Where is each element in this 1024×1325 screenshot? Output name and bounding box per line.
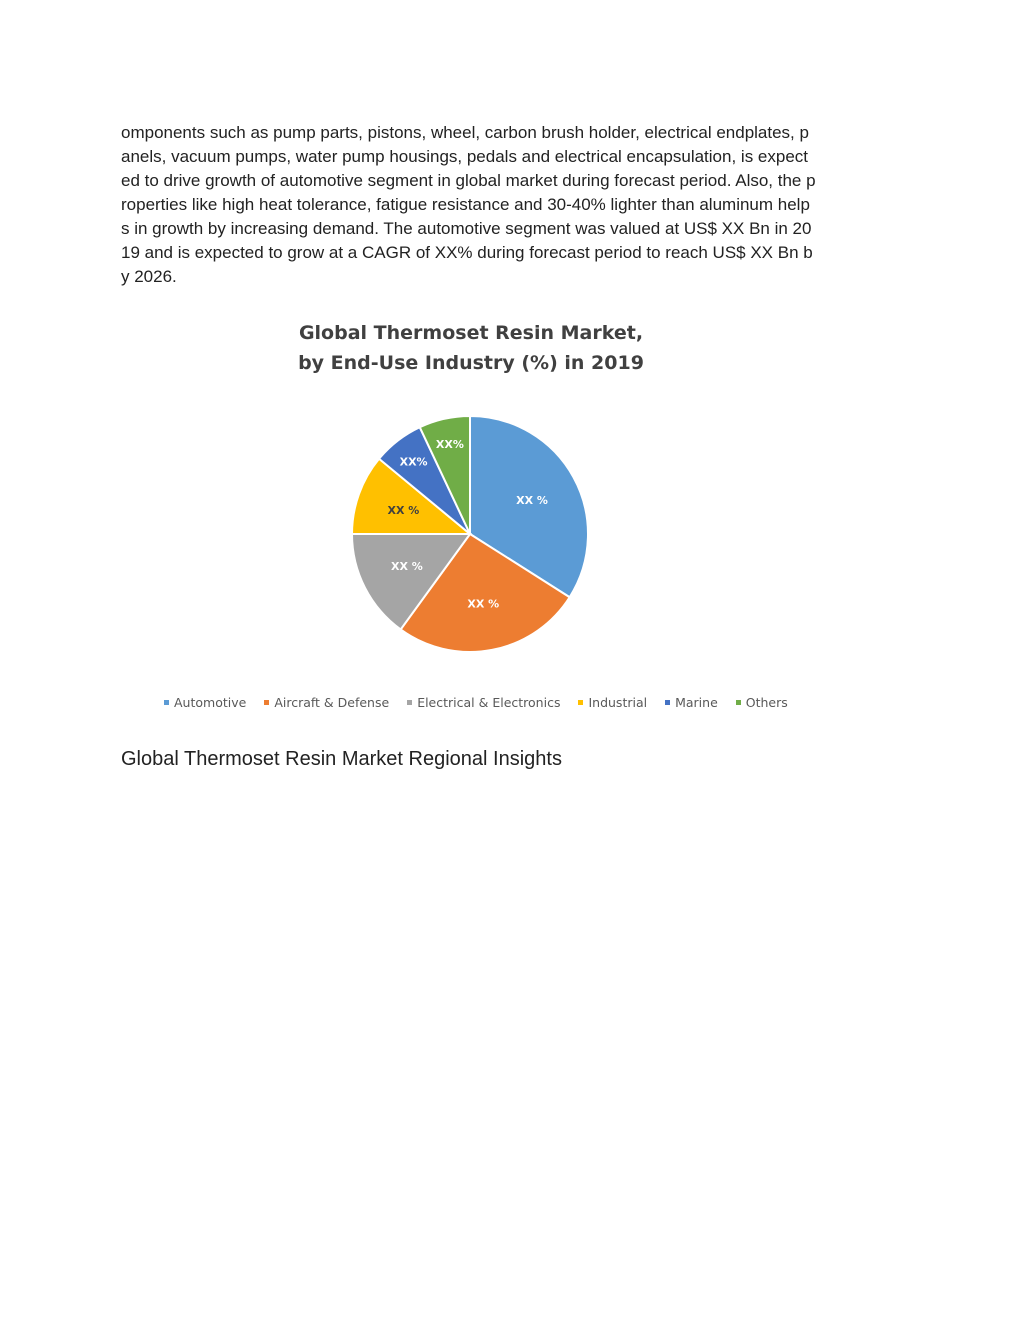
body-paragraph [121,121,911,289]
pie-slice-label: XX % [391,560,423,574]
legend-item [578,695,647,710]
pie-chart [150,310,800,690]
legend-item [264,695,389,710]
paragraph-line: anels, vacuum pumps, water pump housings, pedals and electrical encapsulation, is expect [121,147,808,166]
legend-item [164,695,246,710]
legend-item [736,695,788,710]
paragraph-line: omponents such as pump parts, pistons, wheel, carbon brush holder, electrical endplates, p [121,123,809,142]
paragraph-line: roperties like high heat tolerance, fatigue resistance and 30-40% lighter than aluminum help [121,195,810,214]
legend-swatch [736,700,741,705]
paragraph-line: 19 and is expected to grow at a CAGR of XX% during forecast period to reach US$ XX Bn b [121,243,813,262]
section-heading: Global Thermoset Resin Market Regional Insights [121,748,562,770]
pie-slice-label: XX % [516,493,548,507]
legend-label: Automotive [174,695,247,710]
paragraph-line: y 2026. [121,267,177,286]
paragraph-line: ed to drive growth of automotive segment in global market during forecast period. Also, the p [121,171,816,190]
legend-swatch [407,700,412,705]
legend-label: Electrical & Electronics [417,695,561,710]
legend-label: Industrial [588,695,648,710]
chart-legend [164,695,804,710]
legend-item [407,695,560,710]
pie-slice-label: XX% [435,438,464,452]
legend-swatch [264,700,269,705]
paragraph-line: s in growth by increasing demand. The automotive segment was valued at US$ XX Bn in 20 [121,219,812,238]
chart-title-line-1: Global Thermoset Resin Market, [298,322,644,344]
legend-item [665,695,718,710]
pie-slice-label: XX % [387,504,420,518]
pie-slice-label: XX % [467,597,500,611]
legend-swatch [665,700,670,705]
legend-swatch [164,700,169,705]
chart-title-line-2: by End-Use Industry (%) in 2019 [298,352,644,374]
legend-label: Marine [675,695,718,710]
legend-swatch [578,700,583,705]
legend-label: Others [745,695,788,710]
legend-label: Aircraft & Defense [274,695,390,710]
pie-chart-figure [150,310,800,720]
pie-slice-label: XX% [399,455,428,469]
